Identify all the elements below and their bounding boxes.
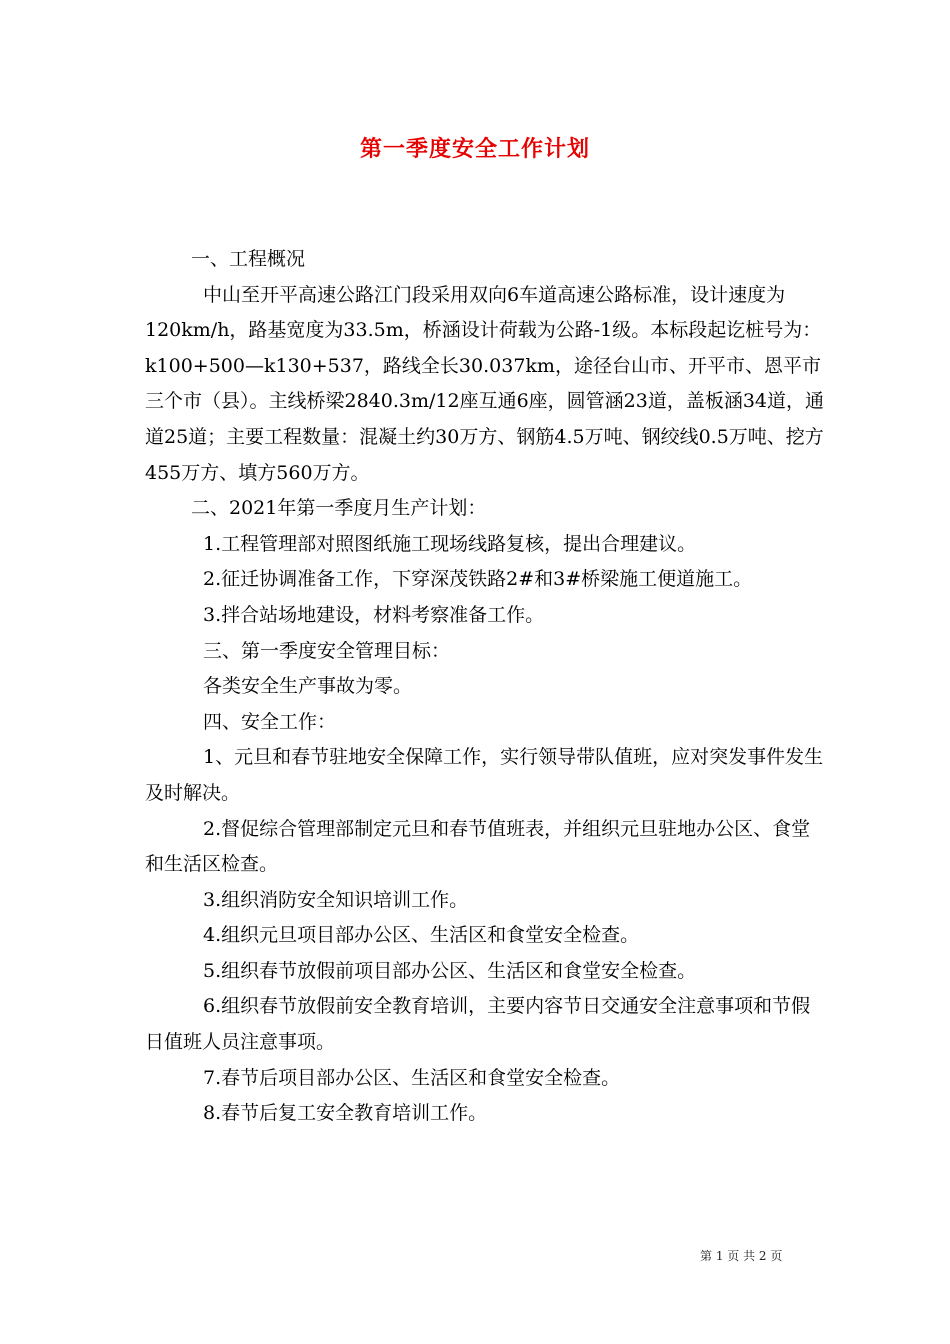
list-item: 1.工程管理部对照图纸施工现场线路复核，提出合理建议。	[203, 532, 697, 555]
section-heading-safety-goal: 三、第一季度安全管理目标：	[203, 639, 451, 662]
section-heading-overview: 一、工程概况	[191, 248, 306, 270]
section-heading-safety-work: 四、安全工作：	[203, 710, 337, 733]
list-item: 6.组织春节放假前安全教育培训，主要内容节日交通安全注意事项和节假日值班人员注意事项。	[145, 995, 811, 1054]
list-item: 2.督促综合管理部制定元旦和春节值班表，并组织元旦驻地办公区、食堂和生活区检查。	[145, 817, 811, 876]
list-item: 3.组织消防安全知识培训工作。	[203, 888, 469, 911]
list-item: 7.春节后项目部办公区、生活区和食堂安全检查。	[203, 1066, 621, 1089]
section-heading-production-plan: 二、2021年第一季度月生产计划：	[191, 497, 487, 520]
paragraph-safety-goal: 各类安全生产事故为零。	[203, 675, 413, 698]
list-item: 4.组织元旦项目部办公区、生活区和食堂安全检查。	[203, 924, 640, 947]
list-item: 5.组织春节放假前项目部办公区、生活区和食堂安全检查。	[203, 959, 697, 982]
page-number-footer: 第 1 页 共 2 页	[700, 1249, 783, 1263]
list-item: 2.征迁协调准备工作，下穿深茂铁路2#和3#桥梁施工便道施工。	[203, 568, 753, 591]
list-item: 8.春节后复工安全教育培训工作。	[203, 1102, 488, 1125]
document-title: 第一季度安全工作计划	[359, 136, 590, 162]
list-item: 3.拌合站场地建设，材料考察准备工作。	[203, 603, 545, 626]
document-body	[145, 242, 825, 1132]
paragraph-overview: 中山至开平高速公路江门段采用双向6车道高速公路标准，设计速度为120km/h，路基宽度为33.5m，桥涵设计荷载为公路-1级。本标段起讫桩号为：k100+500—k130+537，路线全长30.037km，途径台山市、开平市、恩平市三个市（县）。主线桥梁2840.3m/12座互通6座，圆管涵23道，盖板涵34道，通道25道；主要工程数量：混凝土约30万方、钢筋4.5万吨、钢绞线0.5万吨、挖方455万方、填方560万方。	[145, 283, 825, 484]
list-item: 1、元旦和春节驻地安全保障工作，实行领导带队值班，应对突发事件发生及时解决。	[145, 746, 824, 804]
